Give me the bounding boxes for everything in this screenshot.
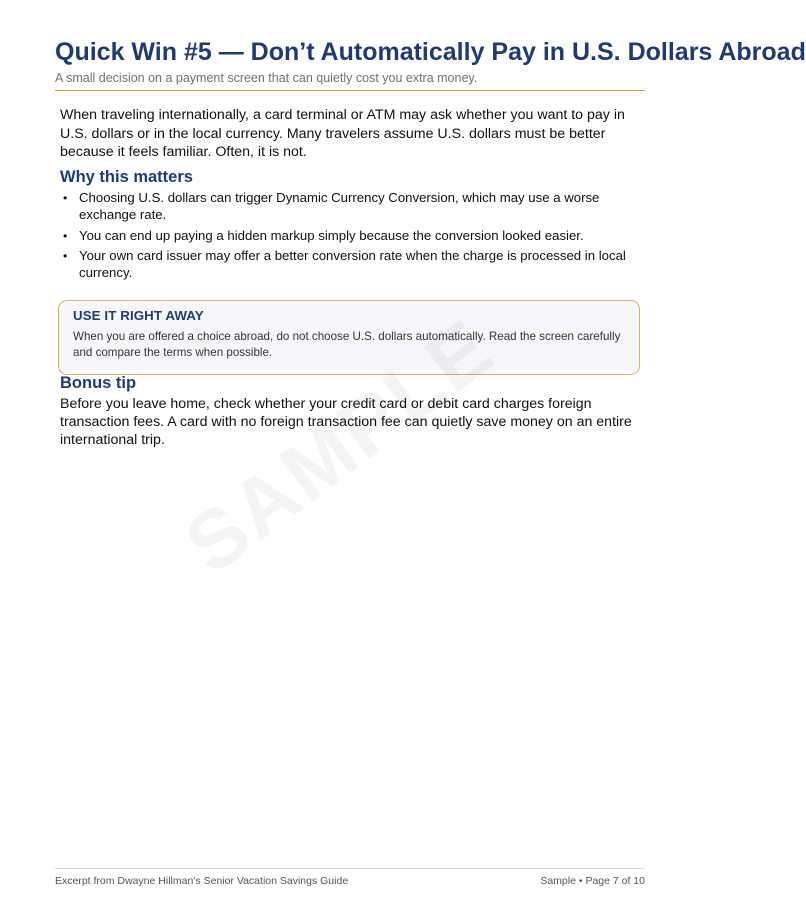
bullet-icon: •: [63, 249, 68, 264]
intro-paragraph: When traveling internationally, a card terminal or ATM may ask whether you want to pay in U.S. dollars or in the local currency. Many travelers assume U.S. dollars must be better because it feels familiar. Often, it is not.: [60, 107, 625, 160]
bonus-heading: Bonus tip: [60, 374, 137, 392]
list-item: [63, 248, 638, 282]
list-item: [63, 228, 638, 245]
list-item: [63, 190, 638, 224]
title-divider: [55, 90, 645, 91]
callout-body: When you are offered a choice abroad, do not choose U.S. dollars automatically. Read the screen carefully and compare the terms when possible.: [73, 330, 621, 359]
page-subtitle: A small decision on a payment screen that can quietly cost you extra money.: [55, 71, 478, 85]
why-heading: Why this matters: [60, 168, 193, 186]
why-list: [63, 190, 638, 286]
list-item-text: You can end up paying a hidden markup simply because the conversion looked easier.: [79, 227, 584, 243]
list-item-text: Your own card issuer may offer a better conversion rate when the charge is processed in local currency.: [79, 248, 626, 281]
footer-divider: [55, 868, 645, 869]
list-item-text: Choosing U.S. dollars can trigger Dynamic Currency Conversion, which may use a worse exchange rate.: [79, 190, 600, 222]
bullet-icon: •: [63, 191, 68, 205]
callout-heading: USE IT RIGHT AWAY: [73, 308, 204, 323]
tip-callout-box: [58, 300, 640, 375]
footer-source: Excerpt from Dwayne Hillman’s Senior Vacation Savings Guide: [55, 875, 349, 887]
bonus-paragraph: Before you leave home, check whether your credit card or debit card charges foreign transaction fees. A card with no foreign transaction fee can quietly save money on an entire international trip.: [60, 396, 632, 448]
bullet-icon: •: [63, 228, 68, 243]
footer-page-number: Sample • Page 7 of 10: [540, 875, 645, 887]
page-title: Quick Win #5 — Don’t Automatically Pay in U.S. Dollars Abroad: [55, 38, 806, 66]
